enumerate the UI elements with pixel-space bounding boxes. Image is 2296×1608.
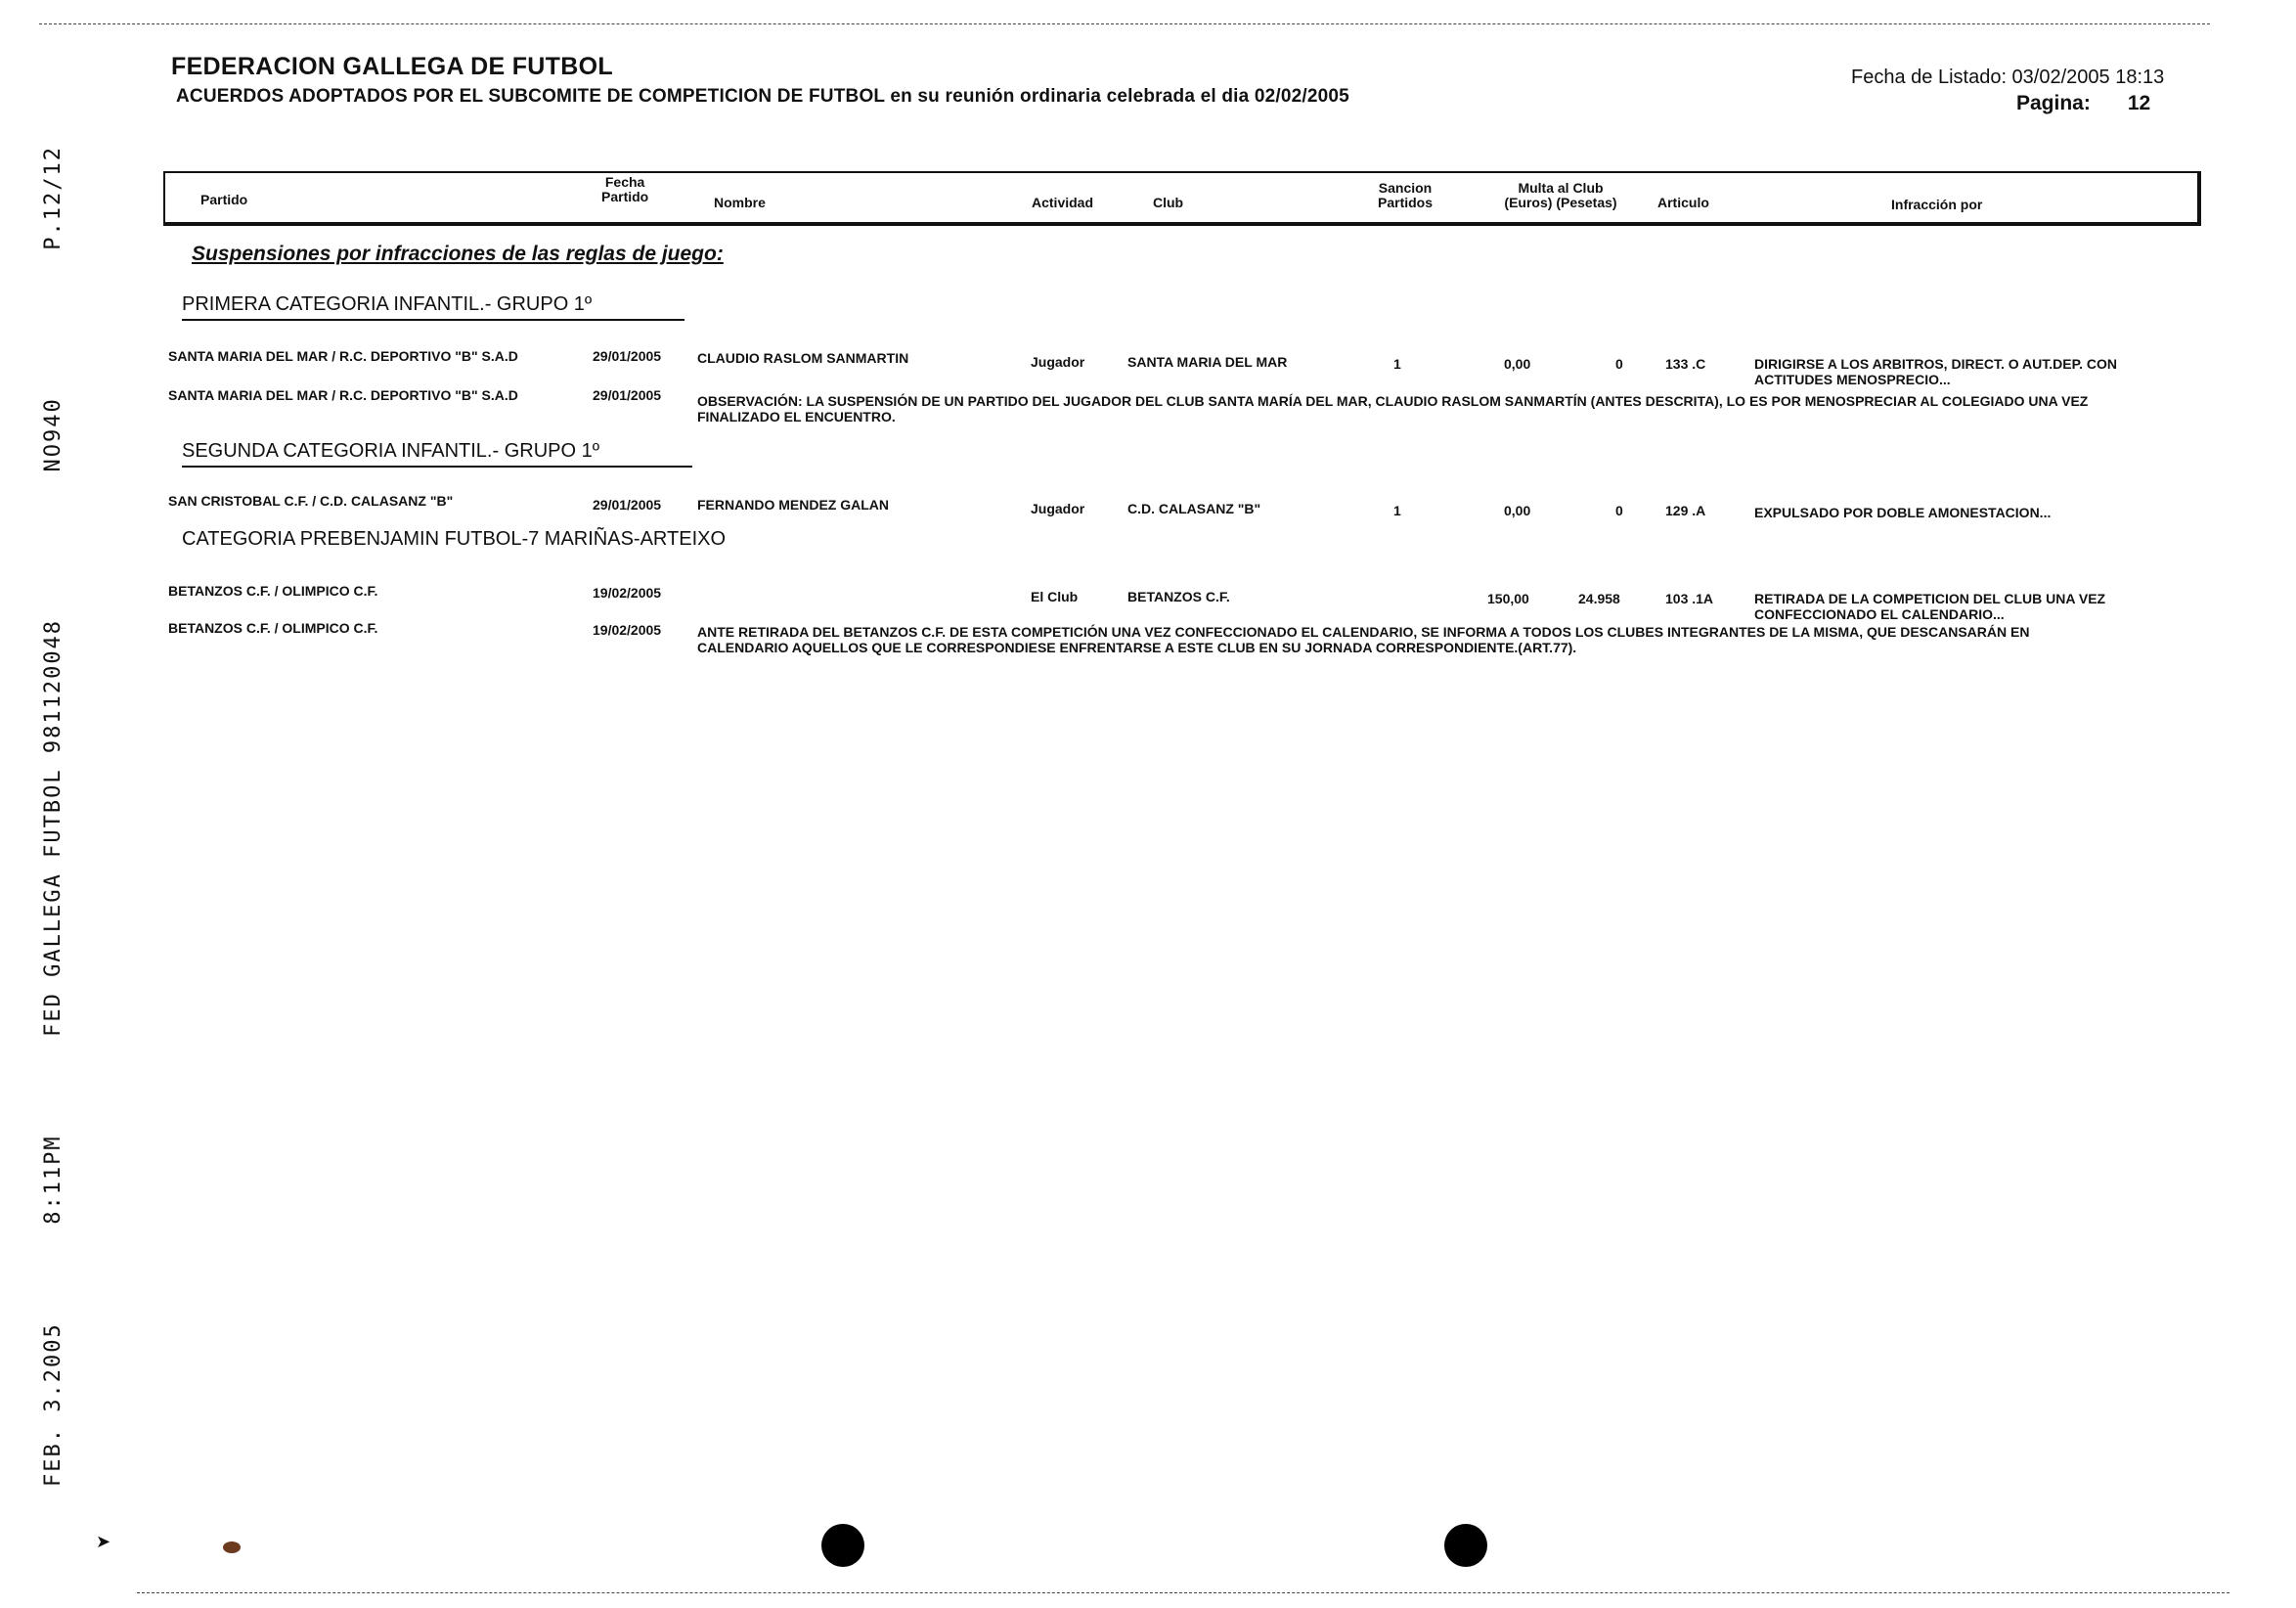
col-multa-line1: Multa al Club [1518, 180, 1604, 196]
row-infraccion: EXPULSADO POR DOBLE AMONESTACION... [1754, 505, 2052, 520]
page-label: Pagina: [2016, 92, 2091, 114]
fax-time: 8:11PM [41, 1135, 66, 1225]
group-title-2: SEGUNDA CATEGORIA INFANTIL.- GRUPO 1º [182, 440, 600, 462]
note-partido: SANTA MARIA DEL MAR / R.C. DEPORTIVO "B" S.A.D [168, 387, 518, 403]
note-partido: BETANZOS C.F. / OLIMPICO C.F. [168, 620, 378, 636]
col-multa-club [1487, 181, 1634, 210]
punch-hole-right [1444, 1524, 1487, 1567]
bottom-scan-edge [137, 1592, 2230, 1593]
row-partido: SAN CRISTOBAL C.F. / C.D. CALASANZ "B" [168, 493, 454, 509]
group-rule-1 [182, 319, 684, 321]
row-nombre: FERNANDO MENDEZ GALAN [697, 497, 889, 513]
group-title-1: PRIMERA CATEGORIA INFANTIL.- GRUPO 1º [182, 293, 593, 315]
note-fecha: 29/01/2005 [593, 387, 662, 403]
fax-date: FEB. 3.2005 [41, 1322, 66, 1487]
fax-number: NO940 [41, 397, 66, 472]
row-actividad: El Club [1031, 589, 1079, 604]
row-pesetas: 24.958 [1578, 591, 1620, 606]
column-header-bar [163, 171, 2201, 226]
col-actividad: Actividad [1032, 195, 1094, 210]
row-club: SANTA MARIA DEL MAR [1127, 354, 1288, 370]
fax-header [41, 146, 66, 1487]
listing-date: Fecha de Listado: 03/02/2005 18:13 [1851, 67, 2165, 88]
row-nombre: CLAUDIO RASLOM SANMARTIN [697, 350, 909, 366]
row-sancion: 1 [1393, 503, 1401, 518]
row-pesetas: 0 [1615, 503, 1623, 518]
row-euros: 150,00 [1487, 591, 1529, 606]
row-fecha: 29/01/2005 [593, 497, 662, 513]
row-sancion: 1 [1393, 356, 1401, 372]
scan-mark-arrow-icon: ➤ [96, 1532, 111, 1551]
row-infraccion: DIRIGIRSE A LOS ARBITROS, DIRECT. O AUT.DEP. CON ACTITUDES MENOSPRECIO... [1754, 356, 2118, 387]
col-sancion-line2: Partidos [1378, 195, 1434, 210]
section-title: Suspensiones por infracciones de las reglas de juego: [192, 243, 724, 265]
row-partido: SANTA MARIA DEL MAR / R.C. DEPORTIVO "B" S.A.D [168, 348, 518, 364]
note-text: ANTE RETIRADA DEL BETANZOS C.F. DE ESTA COMPETICIÓN UNA VEZ CONFECCIONADO EL CALENDARIO, SE INFORMA A TODOS LOS CLUBES INTEGRANTES DE LA MISMA, QUE DESCANSARÁN EN CALENDARIO AQUELLOS QUE LE CORRESPONDIESE ENFRENTARSE A ESTE CLUB EN SU JORNADA CORRESPONDIENTE.(ART.77). [697, 624, 2030, 655]
group-rule-2 [182, 466, 692, 468]
col-nombre: Nombre [714, 195, 766, 210]
col-partido: Partido [200, 192, 248, 207]
group-title-3: CATEGORIA PREBENJAMIN FUTBOL-7 MARIÑAS-ARTEIXO [182, 528, 727, 550]
col-sancion-partidos [1378, 181, 1433, 210]
fax-page: P.12/12 [41, 145, 66, 250]
page-indicator [2016, 92, 2150, 115]
top-scan-edge [39, 23, 2210, 24]
col-fecha-partido [601, 175, 648, 204]
col-fecha-line2: Partido [601, 189, 649, 204]
col-fecha-line1: Fecha [604, 174, 645, 190]
col-sancion-line1: Sancion [1378, 180, 1433, 196]
row-infraccion: RETIRADA DE LA COMPETICION DEL CLUB UNA VEZ CONFECCIONADO EL CALENDARIO... [1754, 591, 2106, 622]
row-actividad: Jugador [1031, 354, 1085, 370]
scan-mark-dot [223, 1541, 241, 1553]
row-fecha: 19/02/2005 [593, 585, 662, 601]
col-articulo: Articulo [1657, 195, 1709, 210]
row-euros: 0,00 [1504, 356, 1531, 372]
row-euros: 0,00 [1504, 503, 1531, 518]
row-articulo: 133 .C [1665, 356, 1706, 372]
row-club: BETANZOS C.F. [1127, 589, 1230, 604]
col-infraccion: Infracción por [1891, 197, 1983, 212]
fax-sender: FED GALLEGA FUTBOL 981120048 [41, 618, 66, 1037]
row-actividad: Jugador [1031, 501, 1085, 516]
note-fecha: 19/02/2005 [593, 622, 662, 638]
document-subtitle: ACUERDOS ADOPTADOS POR EL SUBCOMITE DE COMPETICION DE FUTBOL en su reunión ordinaria celebrada el dia 02/02/2005 [176, 86, 1349, 107]
row-club: C.D. CALASANZ "B" [1127, 501, 1261, 516]
col-multa-units [1487, 196, 1634, 210]
row-partido: BETANZOS C.F. / OLIMPICO C.F. [168, 583, 378, 599]
row-articulo: 129 .A [1665, 503, 1706, 518]
row-fecha: 29/01/2005 [593, 348, 662, 364]
note-text: OBSERVACIÓN: LA SUSPENSIÓN DE UN PARTIDO DEL JUGADOR DEL CLUB SANTA MARÍA DEL MAR, CLAUDIO RASLOM SANMARTÍN (ANTES DESCRITA), LO ES POR MENOSPRECIAR AL COLEGIADO UNA VEZ FINALIZADO EL ENCUENTRO. [697, 393, 2089, 424]
row-articulo: 103 .1A [1665, 591, 1714, 606]
page-number: 12 [2127, 92, 2151, 114]
punch-hole-left [821, 1524, 864, 1567]
document-title: FEDERACION GALLEGA DE FUTBOL [171, 53, 613, 80]
col-club: Club [1153, 195, 1184, 210]
col-multa-euros: (Euros) [1504, 195, 1553, 210]
col-multa-pesetas: (Pesetas) [1556, 195, 1617, 210]
row-pesetas: 0 [1615, 356, 1623, 372]
